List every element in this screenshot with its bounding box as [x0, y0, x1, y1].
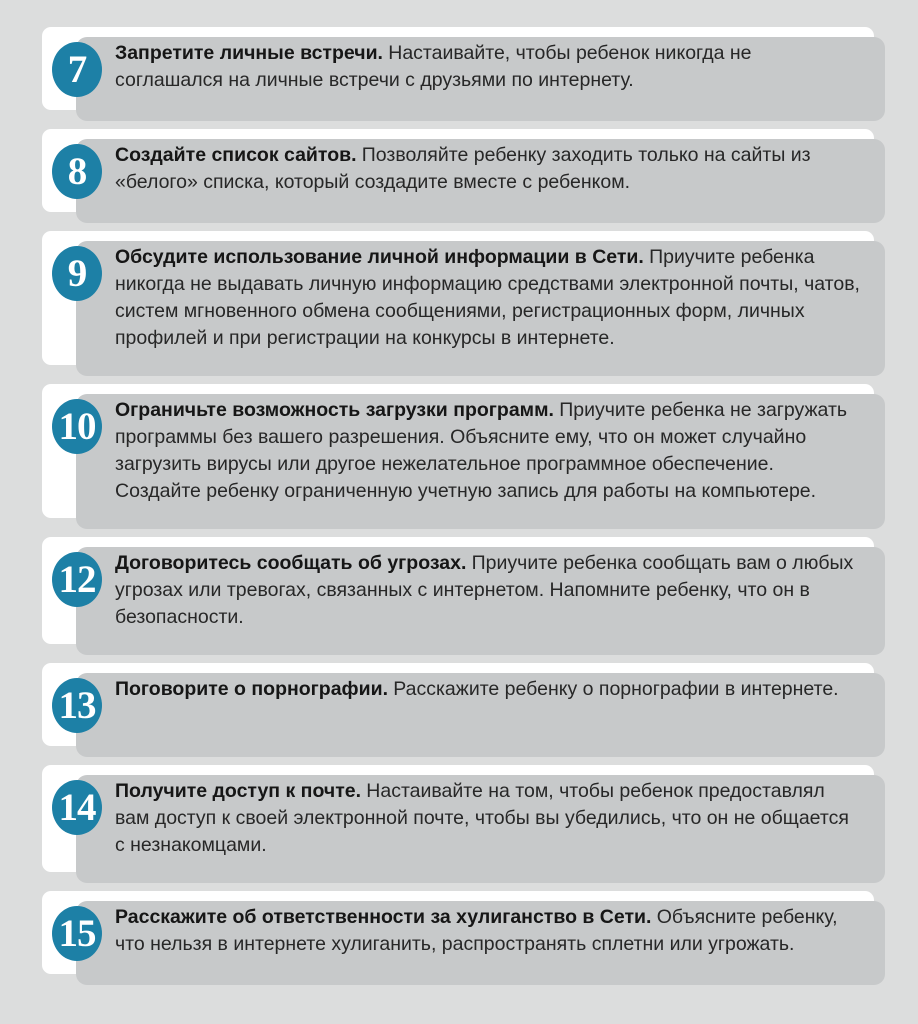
tip-number-badge: 7: [52, 42, 102, 97]
tip-number-badge: 14: [52, 780, 102, 835]
tip-card: [42, 537, 874, 644]
tip-body: Настаивайте на том, чтобы ребенок предоставлял вам доступ к своей электронной почте, чтобы вы убедились, что он не общается с незнакомцами.: [115, 780, 849, 856]
tip-text: [115, 244, 862, 352]
tip-number-badge: 15: [52, 906, 102, 961]
tip-number-badge: 9: [52, 246, 102, 301]
tip-text: [115, 550, 862, 631]
tip-body: Приучите ребенка не загружать программы без вашего разрешения. Объясните ему, что он может случайно загрузить вирусы или другое нежелательное программное обеспечение. Создайте ребенку ограниченную учетную запись для работы на компьютере.: [115, 399, 848, 502]
tip-title: Создайте список сайтов.: [115, 144, 357, 166]
tip-text: [115, 40, 862, 94]
tip-number-badge: 10: [52, 399, 102, 454]
tip-number-badge: 12: [52, 552, 102, 607]
tip-body: Объясните ребенку, что нельзя в интернете хулиганить, распространять сплетни или угрожать.: [115, 906, 838, 955]
tip-body: Приучите ребенка никогда не выдавать личную информацию средствами электронной почты, чатов, систем мгновенного обмена сообщениями, регистрационных форм, личных профилей и при регистрации на конкурсы в интернете.: [115, 246, 860, 349]
tip-card: [42, 27, 874, 110]
tip-title: Ограничьте возможность загрузки программ.: [115, 399, 554, 421]
tip-title: Договоритесь сообщать об угрозах.: [115, 552, 467, 574]
tip-text: [115, 778, 862, 859]
tip-title: Расскажите об ответственности за хулиганство в Сети.: [115, 906, 652, 928]
tip-text: [115, 904, 862, 958]
tip-body: Расскажите ребенку о порнографии в интернете.: [393, 678, 839, 700]
tip-card: [42, 384, 874, 518]
tip-text: [115, 397, 862, 505]
tip-text: [115, 676, 862, 703]
tip-title: Обсудите использование личной информации в Сети.: [115, 246, 644, 268]
tip-body: Позволяйте ребенку заходить только на сайты из «белого» списка, который создадите вместе с ребенком.: [115, 144, 811, 193]
tip-number-badge: 8: [52, 144, 102, 199]
tip-title: Запретите личные встречи.: [115, 42, 383, 64]
tip-body: Настаивайте, чтобы ребенок никогда не соглашался на личные встречи с друзьями по интернету.: [115, 42, 752, 91]
tip-card: [42, 663, 874, 746]
tip-card: [42, 231, 874, 365]
tip-text: [115, 142, 862, 196]
tip-title: Поговорите о порнографии.: [115, 678, 389, 700]
tips-list: [42, 27, 874, 974]
tip-card: [42, 891, 874, 974]
tip-number-badge: 13: [52, 678, 102, 733]
tip-title: Получите доступ к почте.: [115, 780, 362, 802]
tip-body: Приучите ребенка сообщать вам о любых угрозах или тревогах, связанных с интернетом. Напомните ребенку, что он в безопасности.: [115, 552, 854, 628]
tip-card: [42, 129, 874, 212]
tip-card: [42, 765, 874, 872]
